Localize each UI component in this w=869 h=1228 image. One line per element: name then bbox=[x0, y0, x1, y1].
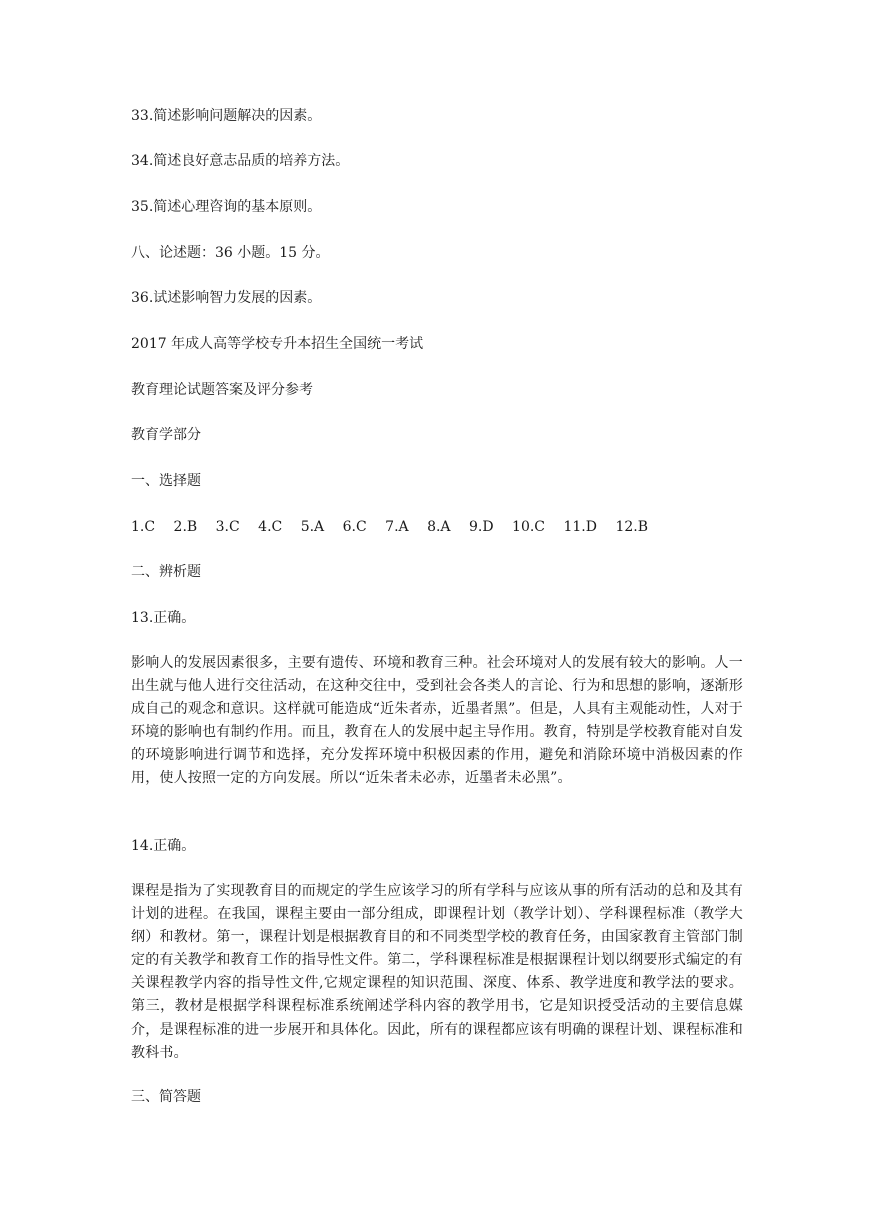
question-13-explanation: 影响人的发展因素很多，主要有遗传、环境和教育三种。社会环境对人的发展有较大的影响。人一出生就与他人进行交往活动，在这种交往中，受到社会各类人的言论、行为和思想的影响，逐渐形成自己的观念和意识。这样就可能造成“近朱者赤，近墨者黑”。但是，人具有主观能动性，人对于环境的影响也有制约作用。而且，教育在人的发展中起主导作用。教育，特别是学校教育能对自发的环境影响进行调节和选择，充分发挥环境中积极因素的作用，避免和消除环境中消极因素的作用，使人按照一定的方向发展。所以“近朱者未必赤，近墨者未必黑”。 bbox=[131, 655, 743, 787]
section-heading-short-answer: 三、简答题 bbox=[131, 1089, 201, 1105]
exam-title: 2017 年成人高等学校专升本招生全国统一考试 bbox=[131, 336, 424, 352]
question-13-answer: 13.正确。 bbox=[131, 610, 196, 626]
choice-answer: 3.C bbox=[215, 519, 240, 535]
section-heading-essay: 八、论述题：36 小题。15 分。 bbox=[131, 245, 330, 261]
choice-answer: 5.A bbox=[300, 519, 325, 535]
question-36: 36.试述影响智力发展的因素。 bbox=[131, 290, 322, 306]
section-heading-choice: 一、选择题 bbox=[131, 473, 201, 489]
choice-answer: 7.A bbox=[385, 519, 409, 535]
choice-answer: 12.B bbox=[615, 519, 648, 535]
choice-answer: 4.C bbox=[258, 519, 283, 535]
question-34: 34.简述良好意志品质的培养方法。 bbox=[131, 153, 350, 169]
section-heading-analysis: 二、辨析题 bbox=[131, 564, 201, 580]
choice-answer: 6.C bbox=[342, 519, 367, 535]
choice-answer: 8.A bbox=[427, 519, 451, 535]
choice-answer: 2.B bbox=[173, 519, 198, 535]
choice-answer: 1.C bbox=[131, 519, 156, 535]
question-14-explanation: 课程是指为了实现教育目的而规定的学生应该学习的所有学科与应该从事的所有活动的总和及其有计划的进程。在我国，课程主要由一部分组成，即课程计划（教学计划）、学科课程标准（教学大纲）和教材。第一，课程计划是根据教育目的和不同类型学校的教育任务，由国家教育主管部门制定的有关教学和教育工作的指导性文件。第二，学科课程标准是根据课程计划以纲要形式编定的有关课程教学内容的指导性文件,它规定课程的知识范围、深度、体系、教学进度和教学法的要求。第三，教材是根据学科课程标准系统阐述学科内容的教学用书，它是知识授受活动的主要信息媒介，是课程标准的进一步展开和具体化。因此，所有的课程都应该有明确的课程计划、课程标准和教科书。 bbox=[131, 883, 743, 1061]
question-33: 33.简述影响问题解决的因素。 bbox=[131, 108, 322, 124]
choice-answer: 10.C bbox=[512, 519, 546, 535]
answer-title: 教育理论试题答案及评分参考 bbox=[131, 382, 313, 398]
choice-answer-list bbox=[131, 517, 648, 537]
question-35: 35.简述心理咨询的基本原则。 bbox=[131, 199, 322, 215]
part-title: 教育学部分 bbox=[131, 427, 201, 443]
question-14-answer: 14.正确。 bbox=[131, 838, 196, 854]
choice-answer: 11.D bbox=[563, 519, 597, 535]
choice-answer: 9.D bbox=[469, 519, 494, 535]
